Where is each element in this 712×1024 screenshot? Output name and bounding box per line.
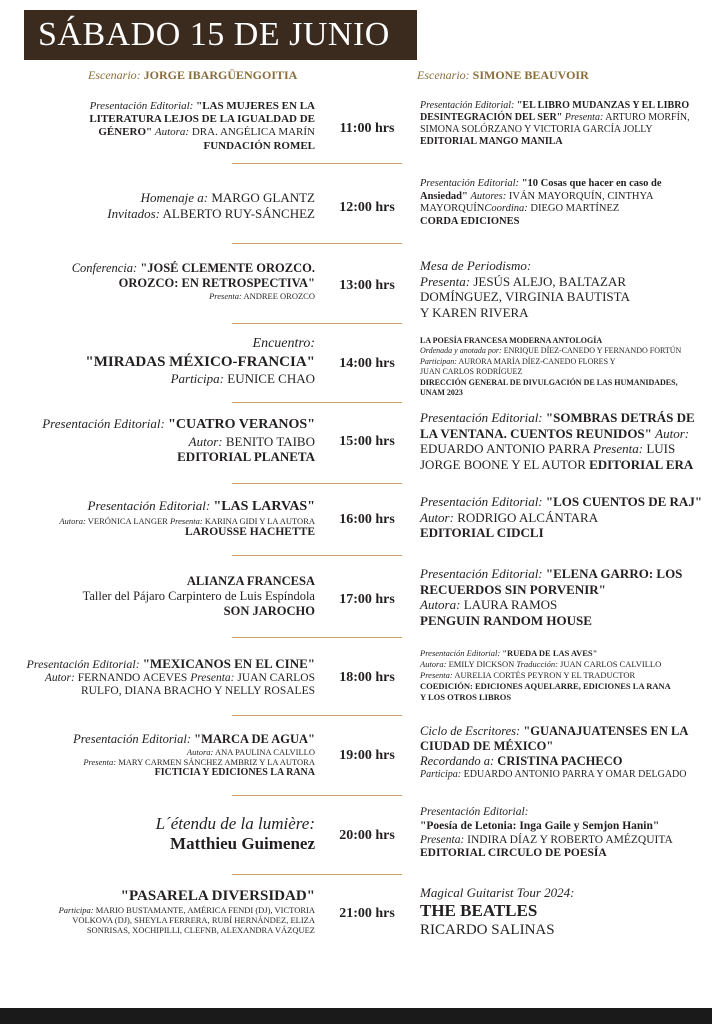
label: Presenta: [420, 273, 471, 289]
divider [232, 243, 402, 244]
stage-right-name: SIMONE BEAUVOIR [472, 68, 589, 82]
label: Presenta: [420, 833, 465, 846]
right-event [420, 566, 710, 628]
publisher: Y LOS OTROS LIBROS [420, 692, 512, 703]
person: ARTURO MORFÍN, [605, 112, 690, 123]
divider [232, 715, 402, 716]
label: Participa: [58, 905, 94, 915]
page-title: SÁBADO 15 DE JUNIO [38, 16, 390, 53]
event-title: CIUDAD DE MÉXICO" [420, 739, 554, 753]
person: KARINA GIDI Y LA AUTORA [204, 515, 315, 526]
time-slot: 19:00 hrs [339, 748, 395, 763]
label: Presentación Editorial: [420, 178, 520, 189]
left-event [12, 574, 315, 619]
label: Presenta: [564, 112, 604, 123]
person: JORGE BOONE Y EL AUTOR [420, 456, 586, 472]
publisher: FICTICIA Y EDICIONES LA RANA [154, 767, 315, 779]
event-title: GÉNERO" [98, 126, 153, 139]
person: ANDREE OROZCO [243, 291, 315, 301]
publisher: CORDA EDICIONES [420, 215, 520, 227]
label: Presentación Editorial: [87, 498, 211, 513]
label: Recordando a: [420, 754, 495, 768]
person: DRA. ANGÉLICA MARÍN [191, 126, 315, 139]
event-title: OROZCO: EN RETROSPECTIVA" [118, 276, 315, 290]
left-event [12, 656, 315, 699]
publisher: PENGUIN RANDOM HOUSE [420, 612, 592, 628]
label: Coordina: [484, 203, 528, 215]
event-title: "GUANAJUATENSES EN LA [523, 724, 689, 738]
person: JESÚS ALEJO, BALTAZAR [473, 273, 627, 289]
event-title: "CUATRO VERANOS" [168, 417, 315, 432]
right-event [420, 648, 710, 703]
event-title: "ELENA GARRO: LOS [545, 566, 683, 581]
stage-left-name: JORGE IBARGÜENGOITIA [143, 68, 298, 82]
person: Matthieu Guimenez [170, 834, 315, 854]
left-event [12, 814, 315, 855]
left-event [12, 416, 315, 465]
label: Presentación Editorial: [26, 657, 140, 671]
left-event [12, 732, 315, 779]
label: Presentación Editorial: [420, 566, 543, 581]
time-slot: 11:00 hrs [339, 121, 395, 136]
time-slot: 16:00 hrs [339, 512, 395, 527]
left-event [12, 100, 315, 153]
event-title: SON JAROCHO [223, 604, 315, 618]
divider [232, 483, 402, 484]
date-banner [24, 10, 417, 60]
person: CRISTINA PACHECO [497, 754, 623, 768]
publisher: EDITORIAL PLANETA [177, 449, 315, 465]
label: Autor: [44, 671, 75, 684]
footer-bar [0, 1008, 712, 1024]
person: LAURA RAMOS [463, 597, 558, 613]
label: Magical Guitarist Tour 2024: [420, 885, 575, 900]
label: Autor: [188, 433, 223, 449]
person: MARGO GLANTZ [211, 190, 315, 205]
person: JUAN CARLOS RODRÍGUEZ [420, 367, 523, 377]
label: Invitados: [107, 205, 160, 221]
divider [232, 555, 402, 556]
person: DIEGO MARTÍNEZ [530, 203, 620, 215]
divider [232, 402, 402, 403]
label: Participa: [420, 769, 462, 780]
divider [232, 795, 402, 796]
label: Presentación Editorial: [73, 732, 192, 746]
event-title: "LOS CUENTOS DE RAJ" [545, 494, 703, 509]
time-slot: 18:00 hrs [339, 670, 395, 685]
label: Autor: [420, 509, 454, 525]
person: LUIS [646, 441, 676, 457]
person: EUNICE CHAO [227, 370, 315, 386]
event-title: "PASARELA DIVERSIDAD" [120, 888, 315, 904]
person: SONRISAS, XOCHIPILLI, CLEFNB, ALEXANDRA VÁZQUEZ [86, 925, 315, 936]
event-title: "SOMBRAS DETRÁS DE [545, 410, 695, 425]
time-slot: 17:00 hrs [339, 592, 395, 607]
left-event [12, 498, 315, 540]
event-title: L´étendu de la lumière: [155, 814, 315, 833]
label: Ciclo de Escritores: [420, 724, 521, 738]
publisher: EDITORIAL CIDCLI [420, 525, 544, 541]
publisher: EDITORIAL CIRCULO DE POESÍA [420, 847, 607, 860]
label: Presentación Editorial: [89, 100, 194, 112]
stage-left-header [88, 68, 297, 83]
right-event [420, 724, 710, 781]
left-event [12, 190, 315, 221]
person: JUAN CARLOS CALVILLO [560, 659, 662, 670]
event-title: "Poesía de Letonia: Inga Gaile y Semjon Hanin" [420, 819, 660, 832]
time-slot: 14:00 hrs [339, 356, 395, 371]
person: ENRIQUE DÍEZ-CANEDO Y FERNANDO FORTÚN [503, 346, 682, 356]
person: RULFO, DIANA BRACHO Y NELLY ROSALES [81, 685, 315, 698]
label: Autor: [655, 425, 690, 441]
publisher: UNAM 2023 [420, 387, 463, 397]
person: FERNANDO ACEVES [77, 671, 188, 684]
person: DOMÍNGUEZ, VIRGINIA BAUTISTA [420, 289, 630, 305]
event-title: "EL LIBRO MUDANZAS Y EL LIBRO [516, 100, 690, 111]
right-event [420, 885, 710, 939]
label: Presentación Editorial: [420, 100, 515, 111]
label: Autora: [186, 747, 214, 757]
label: Mesa de Periodismo: [420, 258, 532, 273]
right-event [420, 806, 710, 861]
person: EMILY DICKSON [448, 659, 515, 670]
event-title: "MIRADAS MÉXICO-FRANCIA" [85, 353, 315, 370]
right-event [420, 410, 710, 472]
right-event [420, 178, 710, 228]
label: Autora: [154, 126, 190, 139]
left-event [12, 336, 315, 386]
right-event [420, 494, 710, 541]
publisher: DIRECCIÓN GENERAL DE DIVULGACIÓN DE LAS HUMANIDADES, [420, 377, 678, 387]
event-title: "MEXICANOS EN EL CINE" [142, 656, 315, 671]
label: Conferencia: [71, 261, 138, 275]
person: BENITO TAIBO [225, 433, 315, 449]
publisher: COEDICIÓN: EDICIONES AQUELARRE, EDICIONES LA RANA [420, 681, 671, 692]
person: IVÁN MAYORQUÍN, CINTHYA [508, 190, 654, 202]
divider [232, 323, 402, 324]
event-title: "MARCA DE AGUA" [194, 732, 315, 746]
label: Ordenada y anotada por: [420, 346, 502, 356]
publisher: EDITORIAL ERA [589, 456, 694, 472]
person: EDUARDO ANTONIO PARRA [420, 441, 590, 457]
divider [232, 637, 402, 638]
event-title: DESINTEGRACIÓN DEL SER" [420, 112, 563, 123]
left-event [12, 887, 315, 936]
person: AURELIA CORTÉS PEYRON Y EL TRADUCTOR [454, 670, 636, 681]
event-subtitle: Taller del Pájaro Carpintero de Luis Espíndola [82, 589, 315, 603]
event-title: LA VENTANA. CUENTOS REUNIDOS" [420, 425, 652, 441]
label: Presenta: [593, 441, 644, 457]
left-event [12, 261, 315, 301]
person: MARIO BUSTAMANTE, AMÉRICA FENDI (DJ), VICTORIA [95, 905, 315, 915]
divider [232, 874, 402, 875]
event-title: Ansiedad" [420, 190, 468, 202]
publisher: FUNDACIÓN ROMEL [203, 139, 315, 152]
event-title: LITERATURA LEJOS DE LA IGUALDAD DE [89, 113, 315, 126]
person: VOLKOVA (DJ), SHEYLA FERRERA, RUBÍ HERNÁNDEZ, ELIZA [72, 915, 315, 926]
person: EDUARDO ANTONIO PARRA Y OMAR DELGADO [463, 769, 687, 780]
label: Participa: [170, 370, 224, 386]
label: Homenaje a: [140, 190, 209, 205]
person: ALBERTO RUY-SÁNCHEZ [162, 205, 315, 221]
label: Traducción: [516, 659, 558, 670]
right-event [420, 258, 710, 320]
label: Presentación Editorial: [420, 806, 529, 818]
label: Autora: [420, 597, 461, 613]
divider [232, 163, 402, 164]
person: AURORA MARÍA DÍEZ-CANEDO FLORES Y [458, 356, 616, 366]
event-title: "10 Cosas que hacer en caso de [521, 178, 662, 189]
time-slot: 21:00 hrs [339, 906, 395, 921]
time-slot: 13:00 hrs [339, 278, 395, 293]
event-title: "JOSÉ CLEMENTE OROZCO. [140, 261, 315, 275]
event-title: "LAS MUJERES EN LA [196, 100, 315, 112]
label: Encuentro: [252, 336, 315, 351]
label: Autora: [420, 659, 447, 670]
event-title: THE BEATLES [420, 900, 538, 920]
person: VERÓNICA LANGER [87, 515, 168, 526]
person: MARY CARMEN SÁNCHEZ AMBRIZ Y LA AUTORA [118, 757, 315, 768]
label: Presenta: [169, 515, 203, 526]
person: MAYORQUÍN [420, 203, 485, 215]
event-title: LA POESÍA FRANCESA MODERNA ANTOLOGÍA [420, 336, 603, 345]
person: SIMONA SOLÓRZANO Y VICTORIA GARCÍA JOLLY [420, 124, 653, 135]
label: Presenta: [420, 670, 453, 681]
time-slot: 20:00 hrs [339, 828, 395, 843]
label: Presentación Editorial: [420, 410, 543, 425]
stage-right-label: Escenario: [417, 68, 470, 82]
right-event [420, 100, 710, 148]
label: Presentación Editorial: [420, 494, 543, 509]
label: Presenta: [190, 671, 235, 684]
person: Y KAREN RIVERA [420, 304, 529, 320]
publisher: EDITORIAL MANGO MANILA [420, 136, 563, 147]
time-slot: 12:00 hrs [339, 200, 395, 215]
time-slot: 15:00 hrs [339, 434, 395, 449]
person: INDIRA DÍAZ Y ROBERTO AMÉZQUITA [467, 833, 673, 846]
label: Presentación Editorial: [420, 648, 501, 658]
publisher: LAROUSSE HACHETTE [184, 525, 315, 538]
person: RICARDO SALINAS [420, 921, 555, 938]
event-title: "RUEDA DE LAS AVES" [502, 648, 598, 658]
event-title: RECUERDOS SIN PORVENIR" [420, 581, 606, 597]
label: Autora: [59, 515, 86, 526]
event-title: "LAS LARVAS" [213, 499, 315, 514]
person: JUAN CARLOS [237, 671, 315, 684]
stage-right-header [417, 68, 589, 83]
label: Autores: [470, 190, 507, 202]
label: Presenta: [83, 757, 117, 768]
label: Participan: [420, 356, 457, 366]
stage-left-label: Escenario: [88, 68, 141, 82]
event-title: ALIANZA FRANCESA [186, 574, 315, 588]
person: RODRIGO ALCÁNTARA [457, 509, 599, 525]
person: ANA PAULINA CALVILLO [215, 747, 315, 757]
right-event [420, 336, 710, 398]
label: Presenta: [209, 291, 242, 301]
label: Presentación Editorial: [42, 416, 165, 431]
